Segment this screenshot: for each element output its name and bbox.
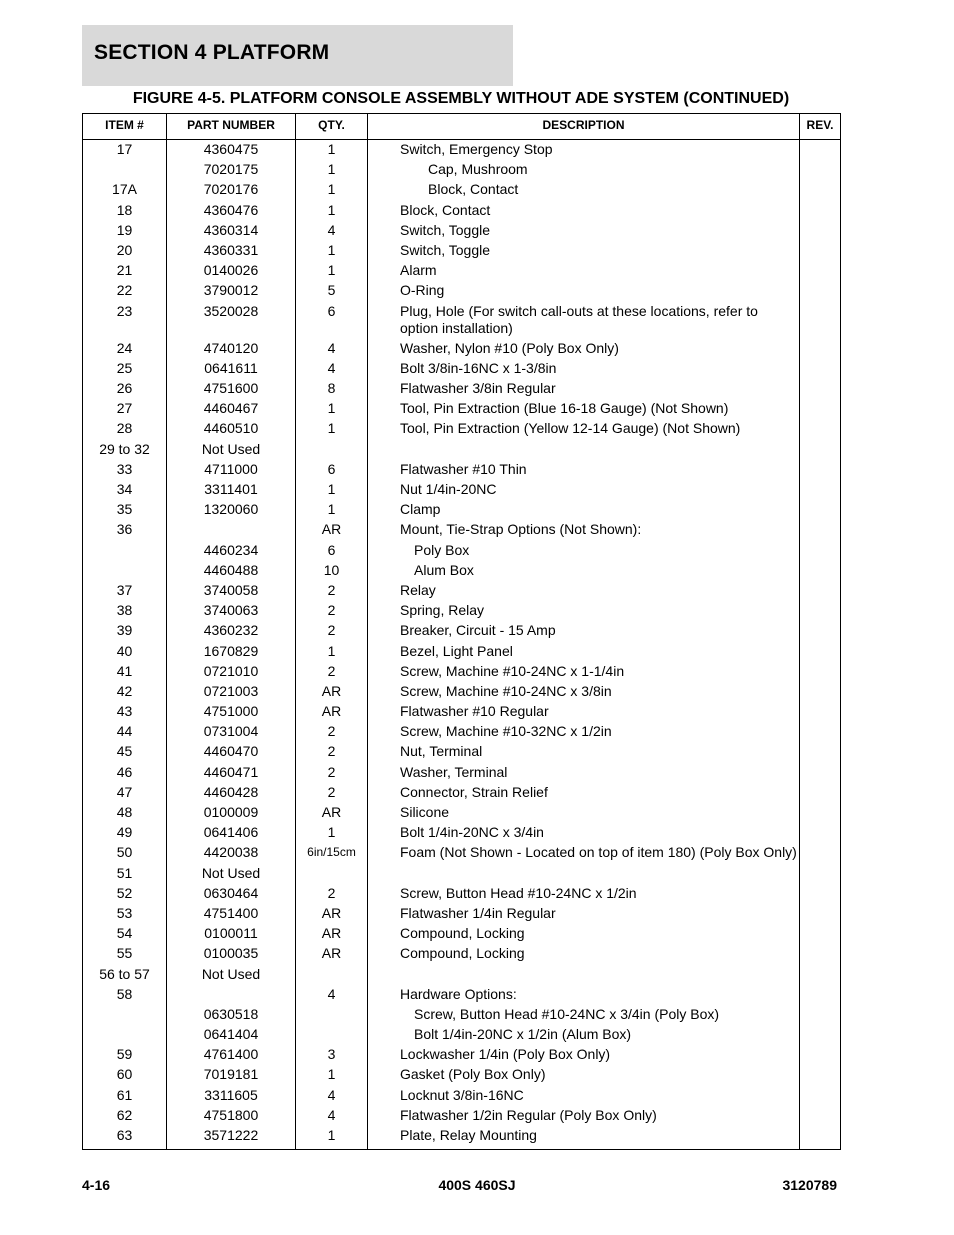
quantity: AR bbox=[321, 521, 342, 538]
quantity: 1 bbox=[327, 141, 336, 157]
item-number: 46 bbox=[116, 763, 133, 780]
description: Flatwasher 1/4in Regular bbox=[400, 904, 556, 921]
description: Bolt 1/4in-20NC x 3/4in bbox=[400, 824, 544, 841]
quantity: 1 bbox=[327, 420, 336, 437]
quantity: 2 bbox=[327, 884, 336, 901]
item-number: 61 bbox=[116, 1086, 133, 1103]
table-row bbox=[83, 141, 840, 161]
table-row bbox=[83, 501, 840, 521]
table-row bbox=[83, 1046, 840, 1066]
table-row bbox=[83, 1087, 840, 1107]
item-number: 24 bbox=[116, 339, 133, 356]
description-continued: option installation) bbox=[400, 319, 513, 336]
quantity: 3 bbox=[327, 1046, 336, 1063]
description: Foam (Not Shown - Located on top of item 180) (Poly Box Only) bbox=[400, 844, 797, 861]
description: Screw, Machine #10-24NC x 1-1/4in bbox=[400, 662, 625, 679]
quantity: 1 bbox=[327, 501, 336, 518]
description: Screw, Machine #10-24NC x 3/8in bbox=[400, 682, 612, 699]
part-number: 4460488 bbox=[203, 561, 259, 578]
item-number: 27 bbox=[116, 400, 133, 417]
item-number: 22 bbox=[116, 282, 133, 299]
part-number: 4420038 bbox=[203, 844, 259, 861]
quantity: 4 bbox=[327, 985, 336, 1002]
description: Nut, Terminal bbox=[400, 743, 483, 760]
item-number: 59 bbox=[116, 1046, 133, 1063]
description: Mount, Tie-Strap Options (Not Shown): bbox=[400, 521, 642, 538]
quantity: 2 bbox=[327, 723, 336, 740]
table-row bbox=[83, 925, 840, 945]
model-name: 400S 460SJ bbox=[438, 1177, 516, 1193]
description: Poly Box bbox=[414, 541, 470, 558]
item-number: 50 bbox=[116, 844, 133, 861]
description: Flatwasher #10 Regular bbox=[400, 703, 549, 720]
table-row bbox=[83, 481, 840, 501]
quantity: AR bbox=[321, 682, 342, 699]
item-number: 28 bbox=[116, 420, 133, 437]
quantity: 2 bbox=[327, 662, 336, 679]
table-row bbox=[83, 282, 840, 302]
item-number: 41 bbox=[116, 662, 133, 679]
quantity: 1 bbox=[327, 201, 336, 218]
table-row bbox=[83, 723, 840, 743]
description: Clamp bbox=[400, 501, 441, 518]
part-number: 3311605 bbox=[204, 1086, 258, 1103]
item-number: 26 bbox=[116, 380, 133, 397]
quantity: 8 bbox=[327, 380, 336, 397]
item-number: 17A bbox=[112, 181, 137, 198]
description: Flatwasher 3/8in Regular bbox=[400, 380, 556, 397]
table-row bbox=[83, 663, 840, 683]
part-number: 7020176 bbox=[203, 181, 259, 198]
part-number: 0630518 bbox=[203, 1005, 259, 1022]
description: Flatwasher #10 Thin bbox=[400, 460, 527, 477]
table-row bbox=[83, 582, 840, 602]
table-row bbox=[83, 1006, 840, 1026]
description: Breaker, Circuit - 15 Amp bbox=[400, 622, 556, 639]
table-body bbox=[83, 141, 840, 1147]
table-row bbox=[83, 461, 840, 481]
item-number: 25 bbox=[116, 359, 133, 376]
quantity: 4 bbox=[327, 1086, 336, 1103]
item-number: 37 bbox=[116, 581, 133, 598]
table-row bbox=[83, 622, 840, 642]
description: Relay bbox=[400, 581, 436, 598]
quantity: AR bbox=[321, 925, 342, 942]
quantity: 4 bbox=[327, 359, 336, 376]
table-row bbox=[83, 562, 840, 582]
part-number: 0641404 bbox=[203, 1026, 259, 1043]
item-number: 48 bbox=[116, 804, 133, 820]
item-number: 38 bbox=[116, 602, 133, 619]
item-number: 33 bbox=[116, 460, 133, 477]
table-row bbox=[83, 202, 840, 222]
header-divider bbox=[83, 139, 840, 140]
table-row bbox=[83, 986, 840, 1006]
description: Bezel, Light Panel bbox=[400, 642, 513, 659]
part-number: 4360475 bbox=[203, 141, 259, 157]
description: Switch, Emergency Stop bbox=[400, 141, 553, 157]
part-number: 0641406 bbox=[203, 824, 259, 841]
description: Spring, Relay bbox=[400, 602, 485, 619]
quantity: 2 bbox=[327, 783, 336, 800]
table-row bbox=[83, 784, 840, 804]
table-row bbox=[83, 945, 840, 965]
table-row bbox=[83, 764, 840, 784]
table-row bbox=[83, 1127, 840, 1147]
table-row bbox=[83, 703, 840, 723]
table-row bbox=[83, 683, 840, 703]
part-number: 4740120 bbox=[203, 339, 259, 356]
quantity: 1 bbox=[327, 262, 336, 279]
quantity: AR bbox=[321, 904, 342, 921]
item-number: 55 bbox=[116, 945, 133, 962]
part-number: 3740063 bbox=[203, 602, 259, 619]
table-row bbox=[83, 865, 840, 885]
part-number: 4360232 bbox=[203, 622, 259, 639]
quantity: 1 bbox=[327, 824, 336, 841]
quantity: AR bbox=[321, 945, 342, 962]
part-number: Not Used bbox=[201, 440, 261, 457]
description: Washer, Nylon #10 (Poly Box Only) bbox=[400, 339, 619, 356]
part-number: 4460470 bbox=[203, 743, 259, 760]
item-number: 58 bbox=[116, 985, 133, 1002]
table-row bbox=[83, 222, 840, 242]
document-number: 3120789 bbox=[782, 1177, 837, 1193]
quantity: AR bbox=[321, 703, 342, 720]
description: Bolt 3/8in-16NC x 1-3/8in bbox=[400, 359, 557, 376]
page-number: 4-16 bbox=[82, 1177, 111, 1193]
table-row bbox=[83, 521, 840, 541]
description: O-Ring bbox=[400, 282, 445, 299]
part-number: 3790012 bbox=[203, 282, 259, 299]
quantity: 6 bbox=[327, 460, 336, 477]
description: Lockwasher 1/4in (Poly Box Only) bbox=[400, 1046, 611, 1063]
item-number: 17 bbox=[116, 141, 133, 157]
table-row bbox=[83, 1107, 840, 1127]
part-number: 0731004 bbox=[203, 723, 259, 740]
table-row bbox=[83, 824, 840, 844]
table-row bbox=[83, 303, 840, 340]
item-number: 60 bbox=[116, 1066, 133, 1083]
description: Gasket (Poly Box Only) bbox=[400, 1066, 546, 1083]
part-number: 4360476 bbox=[203, 201, 259, 218]
item-number: 42 bbox=[116, 682, 133, 699]
part-number: 4711000 bbox=[204, 460, 258, 477]
quantity: 6in/15cm bbox=[307, 845, 356, 860]
part-number: 0630464 bbox=[203, 884, 259, 901]
part-number: 4460428 bbox=[203, 783, 259, 800]
description: Alum Box bbox=[414, 561, 474, 578]
item-number: 56 to 57 bbox=[99, 965, 150, 982]
quantity: 6 bbox=[327, 541, 336, 558]
header-qty: QTY. bbox=[318, 118, 345, 132]
description: Block, Contact bbox=[400, 201, 491, 218]
part-number: 0721010 bbox=[203, 662, 259, 679]
section-title: SECTION 4 PLATFORM bbox=[94, 41, 330, 64]
item-number: 34 bbox=[116, 481, 133, 497]
item-number: 20 bbox=[116, 241, 133, 258]
part-number: 3740058 bbox=[203, 581, 259, 598]
quantity: 1 bbox=[327, 400, 336, 417]
description: Washer, Terminal bbox=[400, 763, 508, 780]
table-row bbox=[83, 400, 840, 420]
table-row bbox=[83, 643, 840, 663]
part-number: 4460510 bbox=[203, 420, 259, 437]
description: Compound, Locking bbox=[400, 925, 525, 942]
description: Bolt 1/4in-20NC x 1/2in (Alum Box) bbox=[414, 1026, 632, 1043]
description: Plug, Hole (For switch call-outs at these locations, refer to bbox=[400, 302, 758, 319]
table-row bbox=[83, 420, 840, 440]
part-number: 4751000 bbox=[203, 703, 259, 720]
quantity: 6 bbox=[327, 302, 336, 319]
table-row bbox=[83, 844, 840, 864]
item-number: 47 bbox=[116, 783, 133, 800]
part-number: Not Used bbox=[201, 864, 261, 881]
header-description: DESCRIPTION bbox=[542, 118, 625, 132]
description: Cap, Mushroom bbox=[428, 161, 528, 178]
quantity: 2 bbox=[327, 581, 336, 598]
part-number: 4460234 bbox=[203, 541, 259, 558]
header-part-number: PART NUMBER bbox=[187, 118, 275, 132]
table-row bbox=[83, 441, 840, 461]
table-row bbox=[83, 542, 840, 562]
table-row bbox=[83, 380, 840, 400]
description: Tool, Pin Extraction (Blue 16-18 Gauge) (Not Shown) bbox=[400, 400, 729, 417]
part-number: 7020175 bbox=[203, 161, 259, 178]
item-number: 35 bbox=[116, 501, 133, 518]
part-number: 3520028 bbox=[203, 302, 259, 319]
table-row bbox=[83, 340, 840, 360]
part-number: 0641611 bbox=[204, 359, 258, 376]
quantity: 1 bbox=[327, 161, 336, 178]
item-number: 19 bbox=[116, 221, 133, 238]
item-number: 45 bbox=[116, 743, 133, 760]
table-row bbox=[83, 1026, 840, 1046]
table-row bbox=[83, 905, 840, 925]
item-number: 23 bbox=[116, 302, 133, 319]
quantity: 1 bbox=[327, 1066, 336, 1083]
part-number: 4751400 bbox=[203, 904, 259, 921]
table-row bbox=[83, 161, 840, 181]
part-number: 7019181 bbox=[203, 1066, 259, 1083]
description: Hardware Options: bbox=[400, 985, 517, 1002]
description: Screw, Machine #10-32NC x 1/2in bbox=[400, 723, 612, 740]
table-row bbox=[83, 181, 840, 201]
item-number: 54 bbox=[116, 925, 133, 942]
quantity: 2 bbox=[327, 622, 336, 639]
part-number: 0100011 bbox=[204, 925, 258, 942]
quantity: 2 bbox=[327, 743, 336, 760]
part-number: 0100009 bbox=[203, 804, 259, 820]
part-number: 0140026 bbox=[203, 262, 259, 279]
table-row bbox=[83, 602, 840, 622]
item-number: 62 bbox=[116, 1106, 133, 1123]
part-number: 0721003 bbox=[203, 682, 259, 699]
item-number: 36 bbox=[116, 521, 133, 538]
quantity: 1 bbox=[327, 1127, 336, 1143]
quantity: AR bbox=[321, 804, 342, 820]
part-number: 0100035 bbox=[203, 945, 259, 962]
table-row bbox=[83, 360, 840, 380]
figure-title: FIGURE 4-5. PLATFORM CONSOLE ASSEMBLY WITHOUT ADE SYSTEM (CONTINUED) bbox=[132, 90, 790, 107]
quantity: 2 bbox=[327, 763, 336, 780]
header-item: ITEM # bbox=[105, 118, 144, 132]
description: Nut 1/4in-20NC bbox=[400, 481, 497, 497]
quantity: 2 bbox=[327, 602, 336, 619]
part-number: 4751600 bbox=[203, 380, 259, 397]
description: Switch, Toggle bbox=[400, 221, 491, 238]
part-number: 1670829 bbox=[203, 642, 259, 659]
description: Plate, Relay Mounting bbox=[400, 1127, 537, 1143]
part-number: 4460471 bbox=[203, 763, 259, 780]
part-number: 4360314 bbox=[203, 221, 259, 238]
part-number: 4751800 bbox=[203, 1106, 259, 1123]
item-number: 29 to 32 bbox=[99, 440, 150, 457]
quantity: 4 bbox=[327, 339, 336, 356]
table-row bbox=[83, 804, 840, 824]
item-number: 53 bbox=[116, 904, 133, 921]
description: Flatwasher 1/2in Regular (Poly Box Only) bbox=[400, 1106, 657, 1123]
quantity: 5 bbox=[327, 282, 336, 299]
item-number: 49 bbox=[116, 824, 133, 841]
part-number: 4460467 bbox=[203, 400, 259, 417]
description: Screw, Button Head #10-24NC x 1/2in bbox=[400, 884, 637, 901]
item-number: 52 bbox=[116, 884, 133, 901]
part-number: 3311401 bbox=[204, 481, 258, 497]
table-row bbox=[83, 242, 840, 262]
description: Screw, Button Head #10-24NC x 3/4in (Poly Box) bbox=[414, 1005, 720, 1022]
item-number: 43 bbox=[116, 703, 133, 720]
item-number: 21 bbox=[116, 262, 133, 279]
item-number: 18 bbox=[116, 201, 133, 218]
quantity: 4 bbox=[327, 1106, 336, 1123]
description: Silicone bbox=[400, 804, 450, 820]
table-row bbox=[83, 743, 840, 763]
part-number: 4761400 bbox=[203, 1046, 259, 1063]
quantity: 1 bbox=[327, 642, 336, 659]
description: Locknut 3/8in-16NC bbox=[400, 1086, 524, 1103]
header-rev: REV. bbox=[806, 118, 834, 132]
quantity: 10 bbox=[323, 561, 340, 578]
table-row bbox=[83, 262, 840, 282]
description: Switch, Toggle bbox=[400, 241, 491, 258]
part-number: 3571222 bbox=[203, 1127, 259, 1143]
item-number: 39 bbox=[116, 622, 133, 639]
description: Tool, Pin Extraction (Yellow 12-14 Gauge) (Not Shown) bbox=[400, 420, 741, 437]
table-row bbox=[83, 966, 840, 986]
quantity: 1 bbox=[327, 181, 336, 198]
description: Block, Contact bbox=[428, 181, 519, 198]
item-number: 40 bbox=[116, 642, 133, 659]
part-number: 4360331 bbox=[203, 241, 259, 258]
description: Connector, Strain Relief bbox=[400, 783, 548, 800]
section-banner bbox=[82, 25, 513, 86]
quantity: 1 bbox=[327, 481, 336, 497]
part-number: Not Used bbox=[201, 965, 261, 982]
description: Compound, Locking bbox=[400, 945, 525, 962]
quantity: 4 bbox=[327, 221, 336, 238]
description: Alarm bbox=[400, 262, 437, 279]
parts-table bbox=[82, 113, 841, 1150]
item-number: 44 bbox=[116, 723, 133, 740]
item-number: 51 bbox=[116, 864, 133, 881]
item-number: 63 bbox=[116, 1127, 133, 1143]
table-row bbox=[83, 885, 840, 905]
part-number: 1320060 bbox=[203, 501, 259, 518]
table-row bbox=[83, 1066, 840, 1086]
quantity: 1 bbox=[327, 241, 336, 258]
